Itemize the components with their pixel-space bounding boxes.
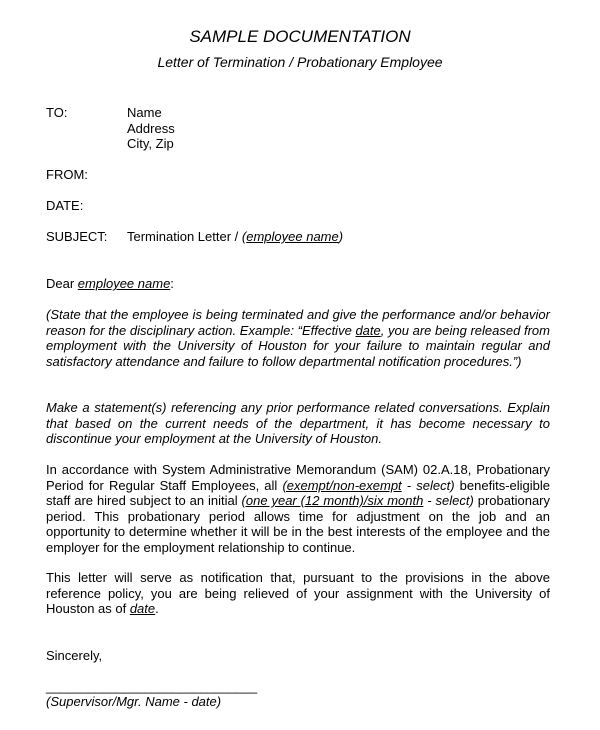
paragraph-notification [46,570,550,617]
p4-text-a: This letter will serve as notification that, pursuant to the provisions in the above reference policy, you are being relieved of your assignment with the University of Houston as of [46,570,550,616]
p4-date: date [129,601,156,616]
p3-text-a: In accordance with System Administrative Memorandum (SAM) 02.A.18, Probationary Period for Regular Staff Employees, all [46,462,550,493]
date-label: DATE: [46,198,84,213]
p1-text-a: (State that the employee is being terminated and give the performance and/or behavior reason for the disciplinary action. Example: “Effective [46,307,550,338]
p3-text-b: benefits-eligible staff are hired subject to an initial [46,477,551,508]
p3-period-select: (one year (12 month)/six month [241,493,424,508]
p3-exempt-select-suffix: - select) [401,477,455,493]
salutation-suffix: : [170,276,174,291]
subject-open-paren: ( [241,229,247,244]
document-subtitle: Letter of Termination / Probationary Employee [157,54,443,70]
p1-text-b: , you are being released from employment with the University of Houston for your failure to maintain regular and satisfactory attendance and failure to follow departmental notification procedures.”) [46,322,550,369]
p1-date: date [355,322,381,338]
paragraph-probationary-policy [46,462,550,555]
p4-text-b: . [155,601,159,616]
subject-line [127,229,343,244]
salutation-prefix: Dear [46,276,78,291]
to-label: TO: [46,105,68,120]
p3-period-select-suffix: - select) [423,493,474,508]
paragraph-prior-conversations: Make a statement(s) referencing any prior performance related conversations. Explain that based on the current needs of the department, it has become necessary to discontinue your employment at the University of Houston. [46,400,550,446]
salutation-employee-name: employee name [77,276,171,291]
signature-caption: (Supervisor/Mgr. Name - date) [46,694,222,709]
p3-exempt-select: (exempt/non-exempt [282,477,402,493]
subject-prefix: Termination Letter / [127,229,242,244]
subject-employee-name: employee name [246,229,339,244]
to-address: Address [127,121,175,136]
document-title: SAMPLE DOCUMENTATION [189,27,411,46]
subject-label: SUBJECT: [46,229,108,244]
closing-sincerely: Sincerely, [46,648,103,663]
to-name: Name [127,105,162,120]
p3-text-c: probationary period. This probationary period allows time for adjustment on the job and an opportunity to determine whether it will be in the best interests of the employee and the employer for the employment relationship to continue. [46,493,551,555]
signature-line: ______________________________ [46,679,257,694]
from-label: FROM: [46,167,88,182]
salutation [46,276,174,291]
subject-close-paren: ) [338,229,344,244]
paragraph-termination-reason [46,307,550,369]
to-city-zip: City, Zip [127,136,174,151]
